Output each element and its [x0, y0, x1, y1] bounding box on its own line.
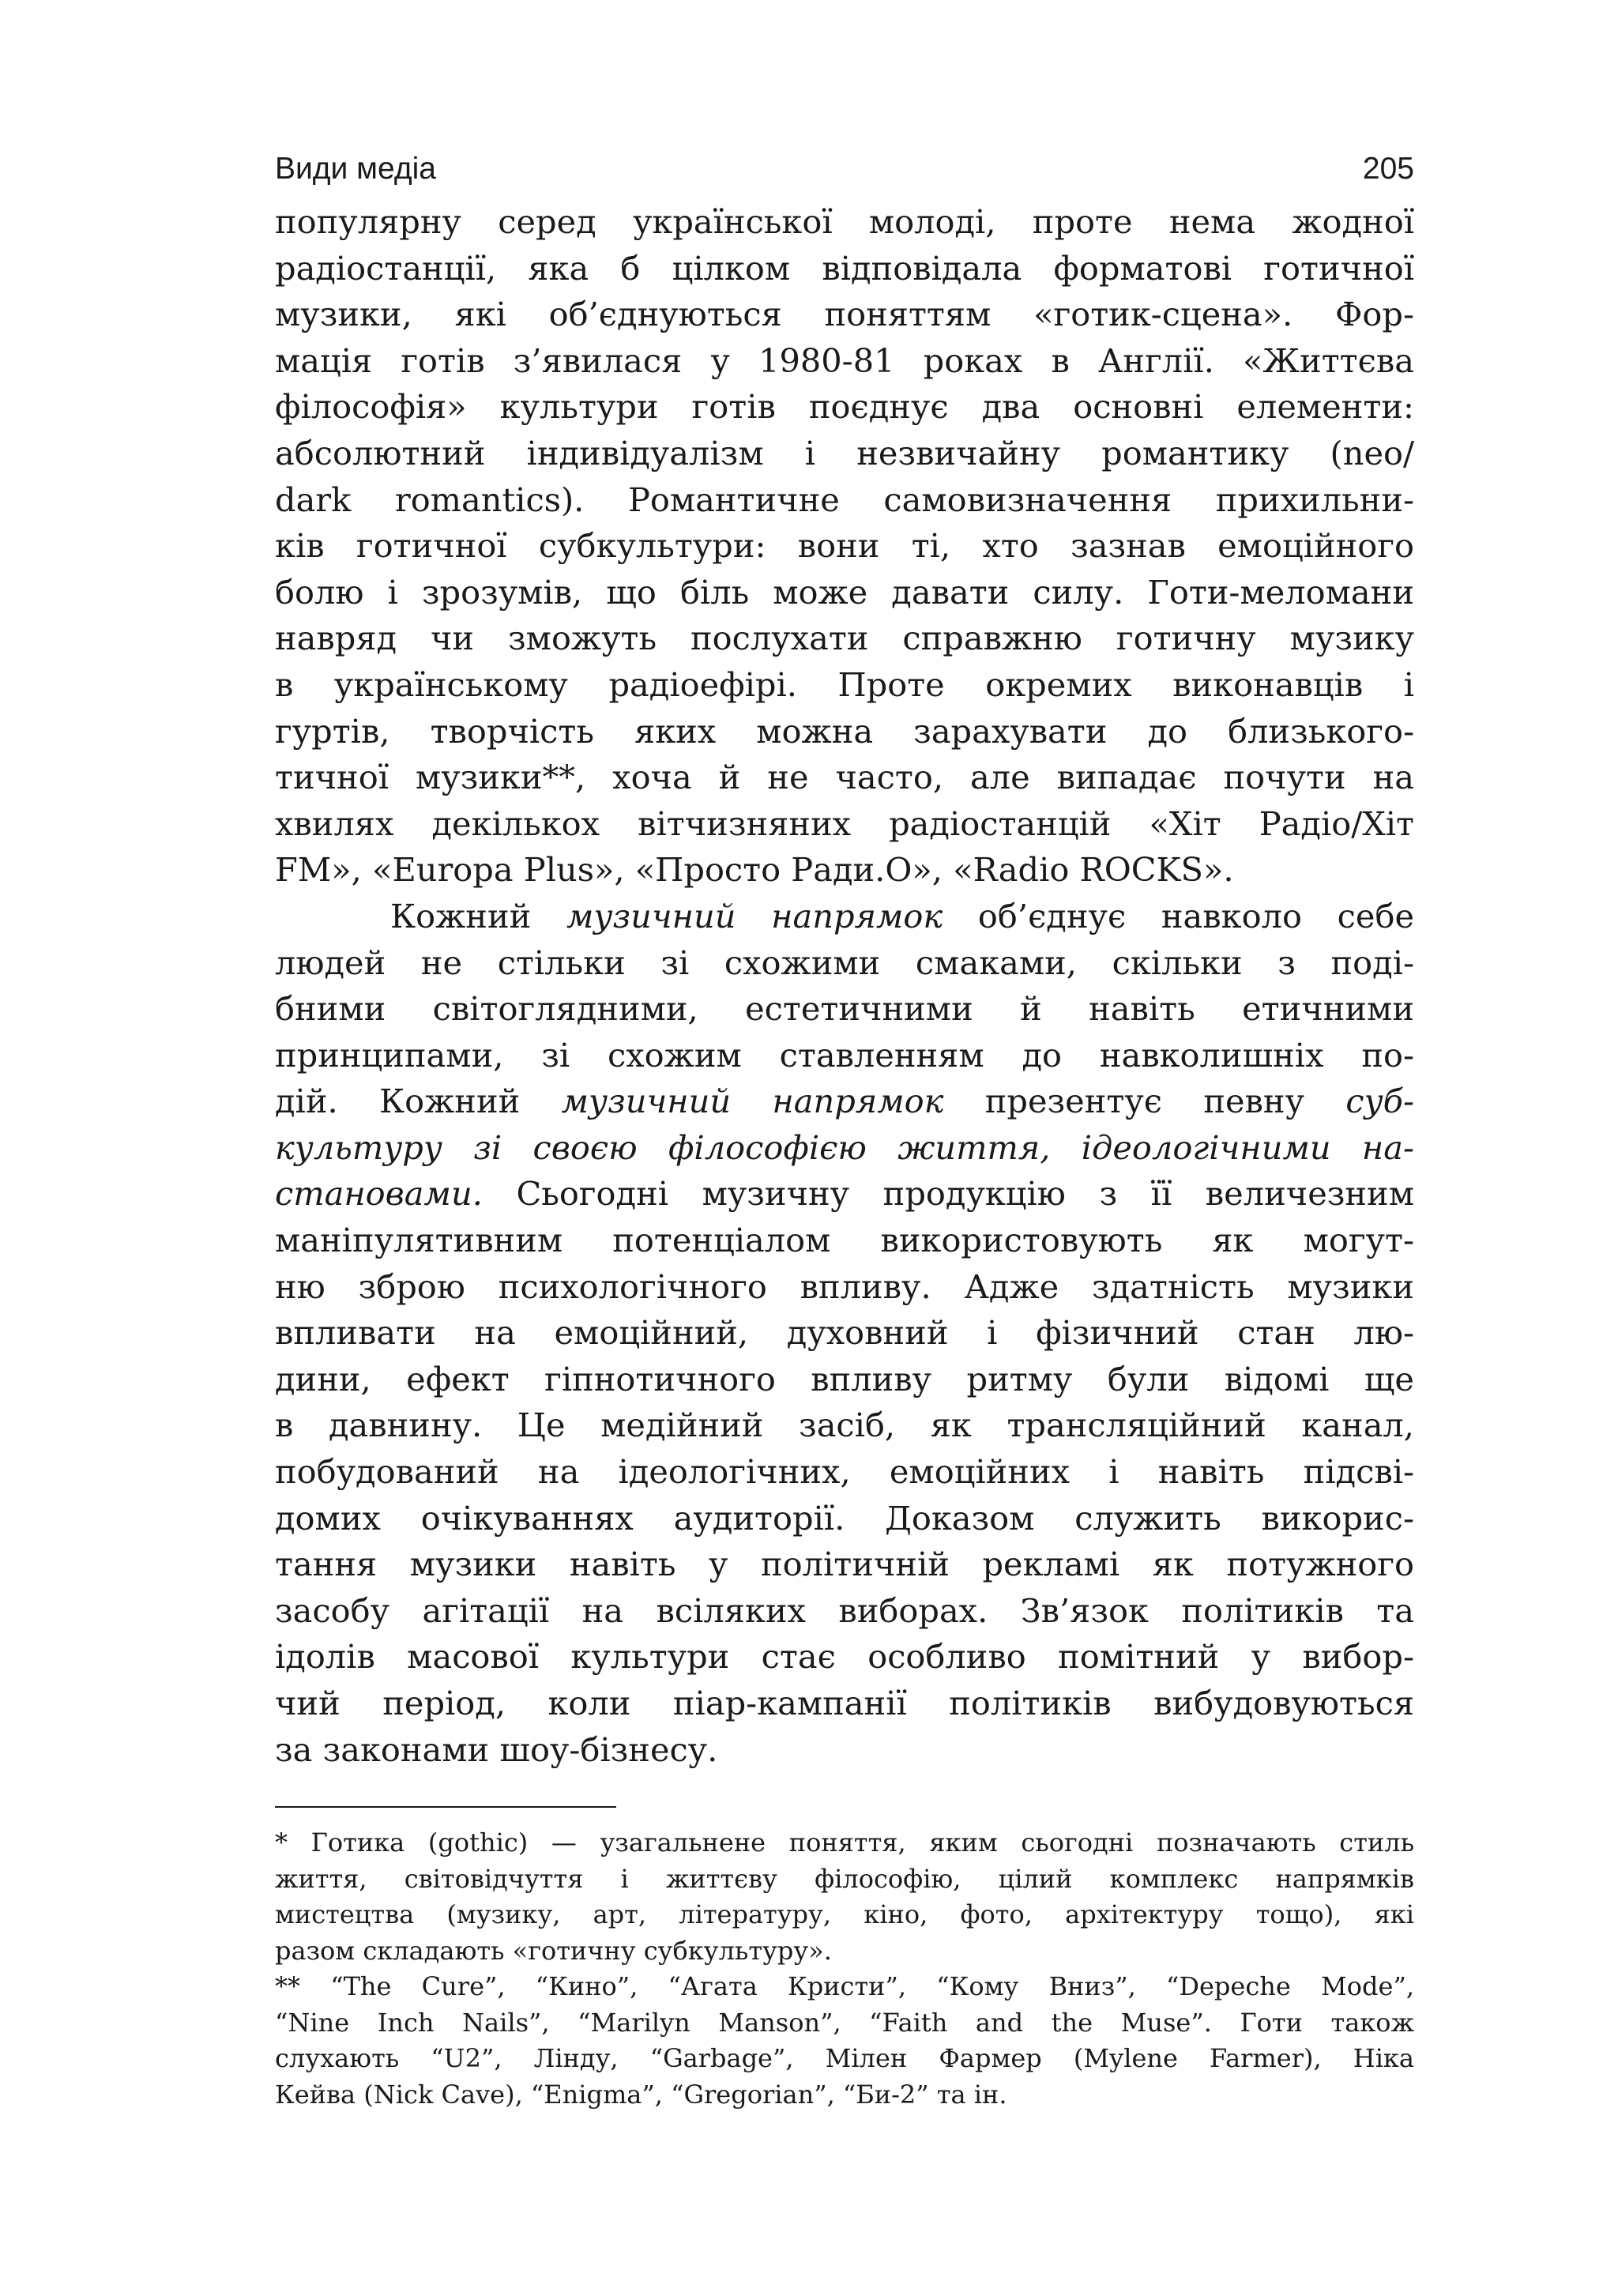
footnote-line: Кейва (Nick Cave), “Enigma”, “Gregorian”, “Би-2” та ін. — [275, 2079, 1007, 2110]
text-line — [275, 1078, 1414, 1125]
text-run: Кожний — [390, 896, 566, 935]
italic-term: культуру зі своєю філософією життя, ідеологічними на- — [275, 1127, 1414, 1167]
footnote-line: життя, світовідчуття і життєву філософію, цілий комплекс напрямків — [275, 1863, 1414, 1894]
footnote-line: разом складають «готичну субкультуру». — [275, 1935, 832, 1966]
text-line: дини, ефект гіпнотичного впливу ритму були відомі ще — [275, 1359, 1414, 1398]
text-line: ідолів масової культури стає особливо помітний у вибор- — [275, 1637, 1414, 1677]
text-line: навряд чи зможуть послухати справжню готичну музику — [275, 619, 1414, 658]
paragraph-1 — [275, 199, 1414, 894]
text-run: дій. Кожний — [275, 1082, 562, 1121]
text-line: популярну серед української молоді, проте нема жодної — [275, 202, 1414, 241]
footnote-line: ** “The Cure”, “Кино”, “Агата Кристи”, “Кому Вниз”, “Depeche Mode”, — [275, 1971, 1414, 2002]
running-title: Види медіа — [275, 152, 436, 186]
main-text — [275, 199, 1414, 1773]
text-line — [275, 1171, 1414, 1218]
footnote-2 — [275, 1969, 1414, 2113]
italic-term: суб- — [1345, 1082, 1415, 1121]
text-line: принципами, зі схожим ставленням до навколишніх по- — [275, 1035, 1414, 1075]
text-line: маніпулятивним потенціалом використовують як могут- — [275, 1221, 1414, 1260]
footnote-line: * Готика (gothic) — узагальнене поняття, яким сьогодні позначають стиль — [275, 1827, 1414, 1858]
text-line: домих очікуваннях аудиторії. Доказом служить викорис- — [275, 1498, 1414, 1538]
text-line: тичної музики**, хоча й не часто, але випадає почути на — [275, 758, 1414, 797]
text-line: бними світоглядними, естетичними й навіть етичними — [275, 989, 1414, 1029]
italic-term: музичний напрямок — [566, 896, 943, 935]
footnote-line: мистецтва (музику, арт, літературу, кіно, фото, архітектуру тощо), які — [275, 1899, 1414, 1930]
text-line: гуртів, творчість яких можна зарахувати до близького- — [275, 711, 1414, 751]
text-line: тання музики навіть у політичній рекламі як потужного — [275, 1545, 1414, 1584]
footnote-line: “Nine Inch Nails”, “Marilyn Manson”, “Faith and the Muse”. Готи також — [275, 2007, 1414, 2038]
text-run: об’єднує навколо себе — [943, 896, 1414, 935]
italic-term: становами. — [275, 1174, 483, 1214]
text-line: в українському радіоефірі. Проте окремих виконавців і — [275, 664, 1414, 704]
paragraph-2 — [275, 894, 1414, 1773]
text-line: засобу агітації на всіляких виборах. Зв’язок політиків та — [275, 1590, 1414, 1630]
text-line: мація готів з’явилася у 1980-81 роках в Англії. «Життєва — [275, 341, 1414, 380]
text-line: ків готичної субкультури: вони ті, хто зазнав емоційного — [275, 526, 1414, 566]
text-line: за законами шоу-бізнесу. — [275, 1730, 718, 1769]
italic-term: музичний напрямок — [561, 1082, 944, 1121]
running-header — [275, 144, 1414, 194]
text-line: впливати на емоційний, духовний і фізичний стан лю- — [275, 1313, 1414, 1353]
text-line: хвилях декількох вітчизняних радіостанцій «Хіт Радіо/Хіт — [275, 804, 1414, 843]
text-line — [275, 1125, 1414, 1172]
text-line: музики, які об’єднуються поняттям «готик-сцена». Фор- — [275, 295, 1414, 334]
text-line: людей не стільки зі схожими смаками, скільки з поді- — [275, 943, 1414, 982]
text-run: Сьогодні музичну продукцію з її величезним — [482, 1174, 1414, 1214]
text-line — [275, 894, 1414, 940]
text-line: ню зброю психологічного впливу. Адже здатність музики — [275, 1267, 1414, 1306]
text-line: абсолютний індивідуалізм і незвичайну романтику (neo/ — [275, 433, 1414, 472]
text-line: побудований на ідеологічних, емоційних і навіть підсві- — [275, 1452, 1414, 1492]
text-line: болю і зрозумів, що біль може давати силу. Готи-меломани — [275, 572, 1414, 612]
text-line: dark romantics). Романтичне самовизначення прихильни- — [275, 480, 1414, 519]
page-number: 205 — [1362, 152, 1414, 186]
footnote-1 — [275, 1825, 1414, 1969]
text-line: FM», «Europa Plus», «Просто Ради.О», «Radio ROCKS». — [275, 850, 1234, 890]
text-line: чий період, коли піар-кампанії політиків вибудовуються — [275, 1684, 1414, 1722]
footnote-line: слухають “U2”, Лінду, “Garbage”, Мілен Фармер (Mylene Farmer), Ніка — [275, 2043, 1414, 2074]
footnotes — [275, 1825, 1414, 2113]
book-page — [275, 144, 1414, 2113]
text-run: презентує певну — [943, 1082, 1346, 1121]
text-line: філософія» культури готів поєднує два основні елементи: — [275, 387, 1414, 427]
text-line: в давнину. Це медійний засіб, як трансляційний канал, — [275, 1406, 1414, 1445]
footnote-divider — [275, 1806, 616, 1808]
text-line: радіостанції, яка б цілком відповідала форматові готичної — [275, 248, 1414, 288]
